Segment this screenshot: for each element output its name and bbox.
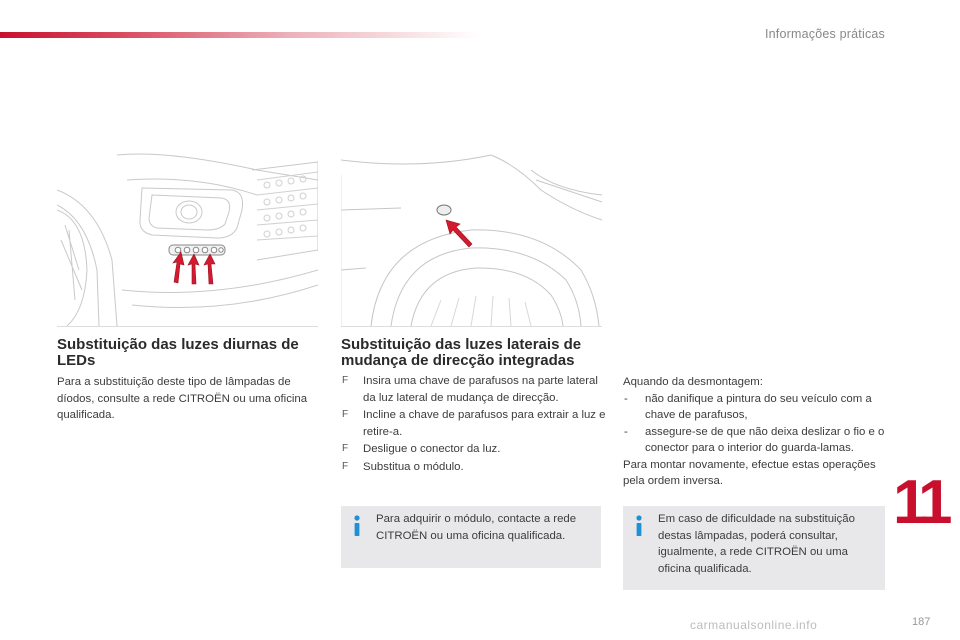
step-bullet-icon: F [342,443,349,454]
page-number: 187 [912,616,931,628]
list-item: F Incline a chave de parafusos para extrair a luz e retire-a. [342,409,606,438]
removal-notes [623,374,888,490]
list-item: F Desligue o conector da luz. [341,441,606,458]
list-item: F Insira uma chave de parafusos na parte lateral da luz lateral de mudança de direcção. [342,375,598,404]
arrow-icon [173,252,215,284]
drl-led-strip [169,245,225,255]
drl-section-title: Substituição das luzes diurnas de LEDs [57,336,299,369]
reassembly-note: Para montar novamente, efectue estas operações pela ordem inversa. [623,458,876,487]
list-item: - não danifique a pintura do seu veículo com a chave de parafusos, [624,392,872,421]
watermark: carmanualsonline.info [690,618,818,632]
front-wing-side-indicator-illustration [341,150,602,327]
info-icon [352,515,362,537]
info-icon [634,515,644,537]
info-box-text: Para adquirir o módulo, contacte a rede CITROËN ou uma oficina qualificada. [376,513,577,542]
step-bullet-icon: F [342,460,349,472]
chapter-number: 11 [893,468,947,537]
info-box-module [341,506,601,568]
side-indicator-section-title: Substituição das luzes laterais de mudança de direcção integradas [341,336,582,369]
front-bumper-drl-illustration [57,150,318,327]
step-bullet-icon: F [342,375,349,386]
list-item: F Substitua o módulo. [341,459,606,476]
removal-notes-intro: Aquando da desmontagem: [623,376,763,388]
header-accent-bar [0,32,480,38]
list-item: - assegure-se de que não deixa deslizar o fio e o conector para o interior do guarda-lamas. [624,425,885,454]
section-title: Informações práticas [764,27,885,41]
step-bullet-icon: F [342,409,349,420]
info-box-difficulty [623,506,885,590]
side-indicator-lamp [437,205,451,215]
replacement-steps-list [341,373,606,476]
info-box-text: Em caso de dificuldade na substituição destas lâmpadas, poderá consultar, igualmente, a rede CITROËN ou uma oficina qualificada. [658,513,855,575]
drl-section-body: Para a substituição deste tipo de lâmpadas de díodos, consulte a rede CITROËN ou uma oficina qualificada. [57,376,308,421]
